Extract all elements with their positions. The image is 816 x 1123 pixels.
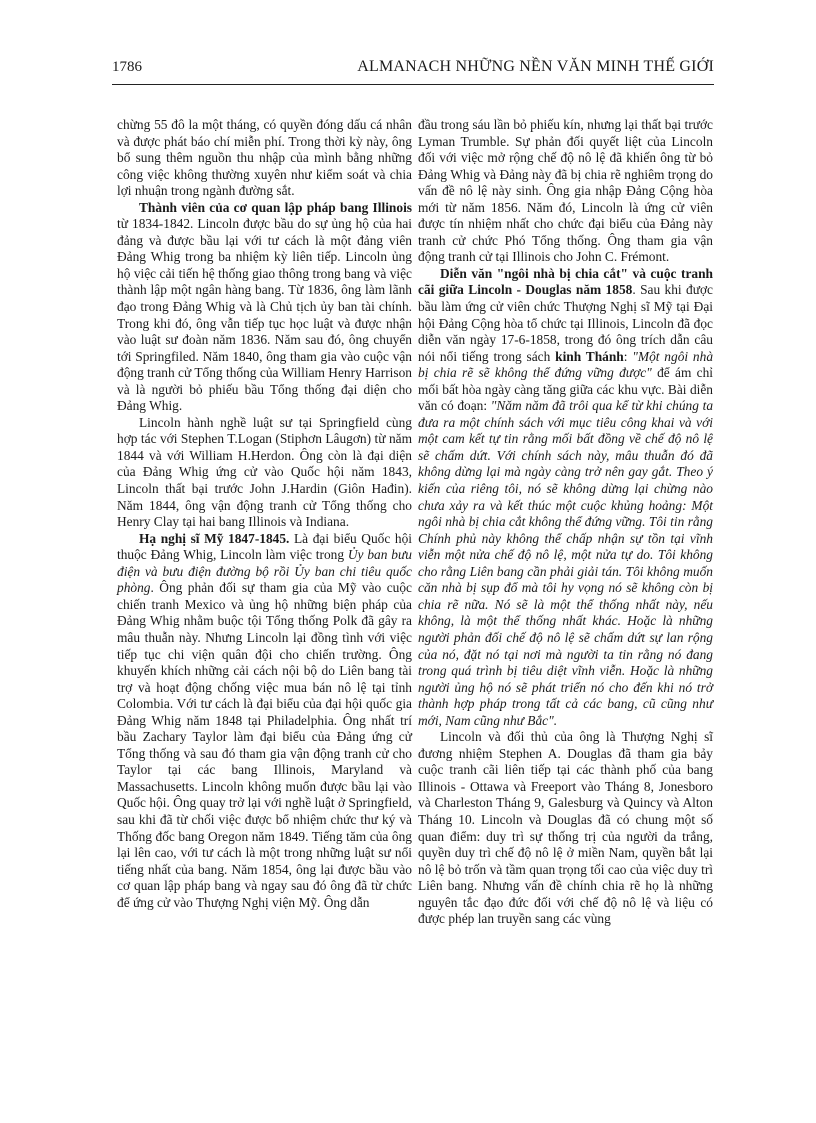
bible-reference: kinh Thánh [555,348,624,364]
paragraph-left-3 [117,415,412,531]
paragraph-right-1 [418,117,713,266]
paragraph-text: : [623,348,633,364]
paragraph-text: . Sau khi được bầu làm ứng cử viên chức Thượng Nghị sĩ Mỹ tại Đại hội Đảng Cộng hòa tổ chức tại Illinois, Lincoln đã đọc diễn văn ngày 17-6-1858, trong đó ông trích dẫn câu nói nổi tiếng trong sách [418,282,713,364]
paragraph-text: Là đại biểu Quốc hội thuộc Đảng Whig, Lincoln làm việc trong [117,530,412,563]
header-rule [112,84,714,85]
paragraph-text: Lincoln và đối thủ của ông là Thượng Nghị sĩ đương nhiệm Stephen A. Douglas đã tham gia bảy cuộc tranh cãi liên tiếp tại các thành phố của bang Illinois - Ottawa và Freeport vào Tháng 8, Jonesboro và Charleston Tháng 9, Galesburg và Quincy và Alton Tháng 10. Lincoln và Douglas đã có chung một số quan điểm: duy trì sự thống trị của người da trắng, quyền duy trì chế độ nô lệ ở miền Nam, quyền bắt lại nô lệ bỏ trốn và tầm quan trọng tối cao của việc duy trì Liên bang. Nhưng vấn đề chính chia rẽ họ là những nguyên tắc đạo đức đối với chế độ nô lệ và liệu có được phép lan truyền sang các vùng [418,729,713,927]
paragraph-text: để ám chỉ mối bất hòa ngày càng tăng giữa các khu vực. Bài diễn văn có đoạn: [418,365,713,414]
page-number: 1786 [112,59,142,75]
paragraph-left-4 [117,531,412,912]
committee-names: Ủy ban bưu điện và bưu điện đường bộ rồi Ủy ban chi tiêu quốc phòng [117,547,412,596]
paragraph-text: đầu trong sáu lần bỏ phiếu kín, nhưng lại thất bại trước Lyman Trumble. Sự phản đối quyết liệt của Lincoln đối với việc mở rộng chế độ nô lệ đã khiến ông từ bỏ Đảng Whig và Đảng này đã bị chia rẽ nghiêm trọng do vấn đề nô lệ này sinh. Ông gia nhập Đảng Cộng hòa mới từ năm 1856. Năm đó, Lincoln là ứng cử viên được tín nhiệm nhất cho chức đại biểu của Đảng này tranh cử chức Phó Tổng thống. Ông tham gia vận động tranh cử tại Illinois cho John C. Frémont. [418,117,713,265]
page-header [112,58,714,82]
section-heading-house-divided: Diễn văn "ngôi nhà bị chia cắt" và cuộc tranh cãi giữa Lincoln - Douglas năm 1858 [418,265,713,298]
right-column [418,117,713,928]
paragraph-left-1 [117,117,412,200]
paragraph-right-3 [418,729,713,928]
paragraph-text: từ 1834-1842. Lincoln được bầu do sự ủng hộ của hai đảng và được bầu lại với tư cách là một đảng viên Đảng Whig trong ba nhiệm kỳ liên tiếp. Lincoln ủng hộ việc cải tiến hệ thống giao thông trong bang và việc thành lập một ngân hàng bang. Từ 1836, ông làm lãnh đạo trong Đảng Whig và là Chủ tịch ủy ban tài chính. Trong khi đó, ông vẫn tiếp tục học luật và được nhận vào luật sư đoàn năm 1836. Năm sau đó, ông chuyển tới Springfiled. Năm 1840, ông tham gia vào cuộc vận động tranh cử Tổng thống của William Henry Harrison và là người bỏ phiếu bầu Tổng thống đại diện cho Đảng Whig. [117,216,412,414]
left-column [117,117,412,911]
paragraph-text: Lincoln hành nghề luật sư tại Springfield cùng hợp tác với Stephen T.Logan (Stiphơn Lâugơn) từ năm 1844 và với William H.Herdon. Ông còn là đại diện của Đảng Whig ứng cử vào Quốc hội năm 1843, Lincoln thất bại trước John J.Hardin (Giôn Hađin). Năm 1844, ông vận động tranh cử Tổng thống cho Henry Clay tại hai bang Illinois và Indiana. [117,414,412,530]
paragraph-text: . Ông phản đối sự tham gia của Mỹ vào cuộc chiến tranh Mexico và ủng hộ những biện pháp của Đảng Whig nhằm buộc tội Tổng thống Polk đã gây ra mâu thuẫn này. Nhưng Lincoln lại đồng tình với việc tiếp tục chi viện quân đội cho chiến trường. Ông khuyến khích những cải cách nội bộ do Liên bang tài trợ và hoạt động chống việc mua bán nô lệ tại tỉnh Colombia. Với tư cách là đại biểu của đại hội quốc gia Đảng Whig năm 1848 tại Philadelphia. Ông nhất trí bầu Zachary Taylor làm đại biểu của Đảng ứng cử Tổng thống và sau đó tham gia vận động tranh cử cho Taylor tại các bang Illinois, Maryland và Massachusetts. Lincoln không muốn được bầu lại vào Quốc hội. Ông quay trở lại với nghề luật ở Springfield, sau khi đã từ chối việc được bổ nhiệm chức thư ký và Thống đốc bang Oregon năm 1849. Tiếng tăm của ông lại lên cao, với tư cách là một trong những luật sư nổi tiếng nhất của bang. Năm 1854, ông lại được bầu vào cơ quan lập pháp bang và ngay sau đó ông đã từ chức để ứng cử vào Thượng Nghị viện Mỹ. Ông dẫn [117,580,412,910]
running-title: ALMANACH NHỮNG NỀN VĂN MINH THẾ GIỚI [357,58,714,75]
speech-quote: "Năm năm đã trôi qua kể từ khi chúng ta đưa ra một chính sách với mục tiêu công khai và với một cam kết tự tin rằng mối bất đồng về chế độ nô lệ sẽ chấm dứt. Với chính sách này, mâu thuẫn đó đã không dừng lại mà ngày càng trở nên gay gắt. Theo ý kiến của riêng tôi, nó sẽ không dừng lại chừng nào chưa xảy ra và kết thúc một cuộc khủng hoảng: Một ngôi nhà bị chia cắt không thể đứng vững. Tôi tin rằng Chính phủ này không thể chấp nhận sự tồn tại vĩnh viễn một nửa chế độ nô lệ, một nửa tự do. Tôi không cho rằng Liên bang cần phải giải tán. Tôi không muốn căn nhà bị sụp đổ mà tôi hy vọng nó sẽ không còn bị chia rẽ nữa. Nó sẽ là một thể thống nhất này, nếu không, là một thể thống nhất khác. Hoặc là những người phản đối chế độ nô lệ sẽ chấm dứt sự lan rộng của nó, đặt nó tại nơi mà người ta tin rằng nó đang trong quá trình bị tiêu diệt vĩnh viễn. Hoặc là những người ủng hộ nó sẽ phát triển nó cho đến khi nó trở thành hợp pháp trong tất cả các bang, cũ cũng như mới, Nam cũng như Bắc". [418,398,714,728]
paragraph-left-2 [117,200,412,415]
paragraph-text: chừng 55 đô la một tháng, có quyền đóng dấu cá nhân và được phát báo chí miễn phí. Trong thời kỳ này, ông bổ sung thêm nguồn thu nhập của mình bằng những công việc không thường xuyên như kiểm soát và chia lợi nhuận trong ngành đường sắt. [117,117,412,199]
section-heading-congress: Hạ nghị sĩ Mỹ 1847-1845. [139,530,290,546]
bible-quote: "Một ngôi nhà bị chia rẽ sẽ không thể đứng vững được" [418,348,714,381]
paragraph-right-2 [418,266,713,729]
section-heading-legislature: Thành viên của cơ quan lập pháp bang Illinois [139,199,412,215]
